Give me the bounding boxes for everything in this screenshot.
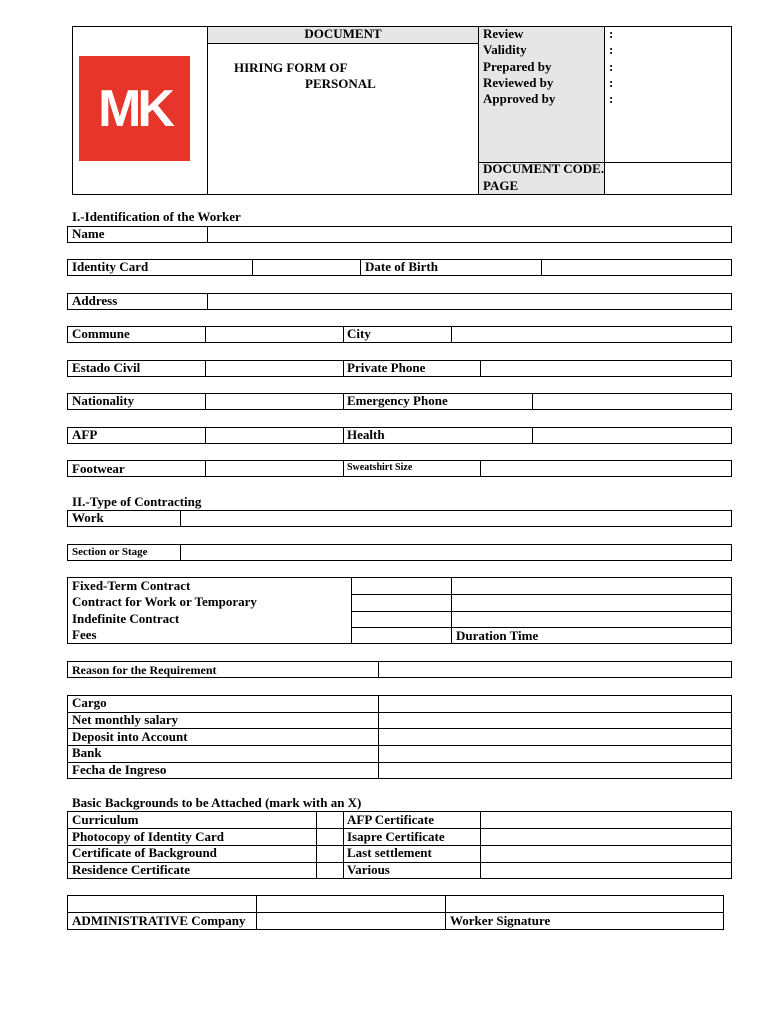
date-of-birth-field[interactable] bbox=[542, 260, 731, 275]
cargo-label: Cargo bbox=[72, 695, 107, 710]
afp-label: AFP bbox=[72, 427, 98, 442]
form-title-line1: HIRING FORM OF bbox=[234, 60, 348, 75]
nationality-label: Nationality bbox=[72, 393, 135, 408]
nationality-field[interactable] bbox=[206, 394, 342, 409]
duration-time-label: Duration Time bbox=[456, 628, 539, 643]
reason-field[interactable] bbox=[379, 662, 731, 677]
meta-review-value: : bbox=[609, 26, 614, 41]
last-settlement-mark[interactable] bbox=[481, 846, 731, 861]
header-divider bbox=[604, 26, 605, 195]
deposit-account-field[interactable] bbox=[379, 729, 731, 744]
civil-status-label: Estado Civil bbox=[72, 360, 141, 375]
commune-field[interactable] bbox=[206, 327, 342, 342]
bank-field[interactable] bbox=[379, 746, 731, 761]
date-of-birth-label: Date of Birth bbox=[365, 259, 438, 274]
sweatshirt-size-field[interactable] bbox=[481, 461, 731, 476]
cell-divider bbox=[343, 460, 344, 477]
meta-reviewed-value: : bbox=[609, 75, 614, 90]
form-title-line2: PERSONAL bbox=[305, 76, 376, 91]
deposit-account-label: Deposit into Account bbox=[72, 729, 188, 744]
contract-fees-checkbox[interactable] bbox=[352, 628, 450, 643]
address-field[interactable] bbox=[208, 294, 731, 309]
name-label: Name bbox=[72, 226, 105, 241]
footwear-label: Footwear bbox=[72, 461, 125, 476]
afp-certificate-label: AFP Certificate bbox=[347, 812, 434, 827]
header-divider bbox=[207, 43, 478, 44]
curriculum-mark[interactable] bbox=[317, 812, 342, 827]
cell-divider bbox=[343, 393, 344, 410]
isapre-certificate-mark[interactable] bbox=[481, 829, 731, 844]
company-signature-label: ADMINISTRATIVE Company bbox=[72, 913, 246, 928]
reason-label: Reason for the Requirement bbox=[72, 663, 217, 677]
bank-label: Bank bbox=[72, 745, 102, 760]
cargo-field[interactable] bbox=[379, 696, 731, 711]
emergency-phone-field[interactable] bbox=[533, 394, 731, 409]
isapre-certificate-label: Isapre Certificate bbox=[347, 829, 445, 844]
contract-fixed-term-checkbox[interactable] bbox=[352, 578, 450, 593]
background-certificate-mark[interactable] bbox=[317, 846, 342, 861]
cell-divider bbox=[343, 326, 344, 343]
various-label: Various bbox=[347, 862, 390, 877]
id-photocopy-mark[interactable] bbox=[317, 829, 342, 844]
meta-approved-label: Approved by bbox=[483, 91, 556, 106]
net-salary-label: Net monthly salary bbox=[72, 712, 179, 727]
cell-divider bbox=[256, 895, 257, 930]
identity-card-field[interactable] bbox=[253, 260, 359, 275]
document-code-label: DOCUMENT CODE. bbox=[483, 161, 605, 176]
id-photocopy-label: Photocopy of Identity Card bbox=[72, 829, 225, 844]
meta-approved-value: : bbox=[609, 91, 614, 106]
afp-certificate-mark[interactable] bbox=[481, 812, 731, 827]
emergency-phone-label: Emergency Phone bbox=[347, 393, 448, 408]
various-mark[interactable] bbox=[481, 863, 731, 878]
section-stage-field[interactable] bbox=[181, 545, 731, 560]
city-label: City bbox=[347, 326, 371, 341]
contract-fees-label: Fees bbox=[72, 627, 97, 642]
company-signature-field[interactable] bbox=[68, 896, 255, 911]
contract-indefinite-label: Indefinite Contract bbox=[72, 611, 180, 626]
address-label: Address bbox=[72, 293, 118, 308]
work-label: Work bbox=[72, 510, 104, 525]
meta-prepared-value: : bbox=[609, 59, 614, 74]
private-phone-label: Private Phone bbox=[347, 360, 426, 375]
commune-label: Commune bbox=[72, 326, 130, 341]
page-label: PAGE bbox=[483, 178, 519, 193]
backgrounds-title: Basic Backgrounds to be Attached (mark with an X) bbox=[72, 795, 362, 810]
logo-text: MK bbox=[98, 79, 171, 138]
city-field[interactable] bbox=[452, 327, 731, 342]
health-field[interactable] bbox=[533, 428, 731, 443]
document-label: DOCUMENT bbox=[304, 26, 382, 41]
last-settlement-label: Last settlement bbox=[347, 845, 432, 860]
meta-validity-value: : bbox=[609, 42, 614, 57]
contract-work-temporary-label: Contract for Work or Temporary bbox=[72, 594, 257, 609]
civil-status-field[interactable] bbox=[206, 361, 342, 376]
section-stage-label: Section or Stage bbox=[72, 546, 148, 558]
name-field[interactable] bbox=[208, 227, 731, 242]
worker-signature-field[interactable] bbox=[446, 896, 723, 911]
cell-divider bbox=[343, 360, 344, 377]
worker-signature-label: Worker Signature bbox=[450, 913, 551, 928]
contract-fixed-term-label: Fixed-Term Contract bbox=[72, 578, 191, 593]
meta-review-label: Review bbox=[483, 26, 524, 41]
header-divider bbox=[478, 26, 479, 195]
meta-validity-label: Validity bbox=[483, 42, 527, 57]
afp-field[interactable] bbox=[206, 428, 342, 443]
sweatshirt-size-label: Sweatshirt Size bbox=[347, 462, 413, 473]
work-field[interactable] bbox=[181, 511, 731, 526]
cell-divider bbox=[360, 259, 361, 276]
section1-title: I.-Identification of the Worker bbox=[72, 209, 241, 224]
curriculum-label: Curriculum bbox=[72, 812, 139, 827]
footwear-field[interactable] bbox=[206, 461, 342, 476]
residence-certificate-mark[interactable] bbox=[317, 863, 342, 878]
entry-date-label: Fecha de Ingreso bbox=[72, 762, 167, 777]
background-certificate-label: Certificate of Background bbox=[72, 845, 217, 860]
header-divider bbox=[207, 26, 208, 195]
health-label: Health bbox=[347, 427, 385, 442]
section2-title: II.-Type of Contracting bbox=[72, 494, 202, 509]
residence-certificate-label: Residence Certificate bbox=[72, 862, 191, 877]
identity-card-label: Identity Card bbox=[72, 259, 149, 274]
cell-divider bbox=[343, 427, 344, 444]
meta-reviewed-label: Reviewed by bbox=[483, 75, 554, 90]
company-logo bbox=[79, 56, 190, 161]
net-salary-field[interactable] bbox=[379, 713, 731, 727]
contract-indefinite-checkbox[interactable] bbox=[352, 612, 450, 627]
contract-work-temporary-checkbox[interactable] bbox=[352, 595, 450, 610]
private-phone-field[interactable] bbox=[481, 361, 731, 376]
meta-prepared-label: Prepared by bbox=[483, 59, 552, 74]
entry-date-field[interactable] bbox=[379, 763, 731, 778]
